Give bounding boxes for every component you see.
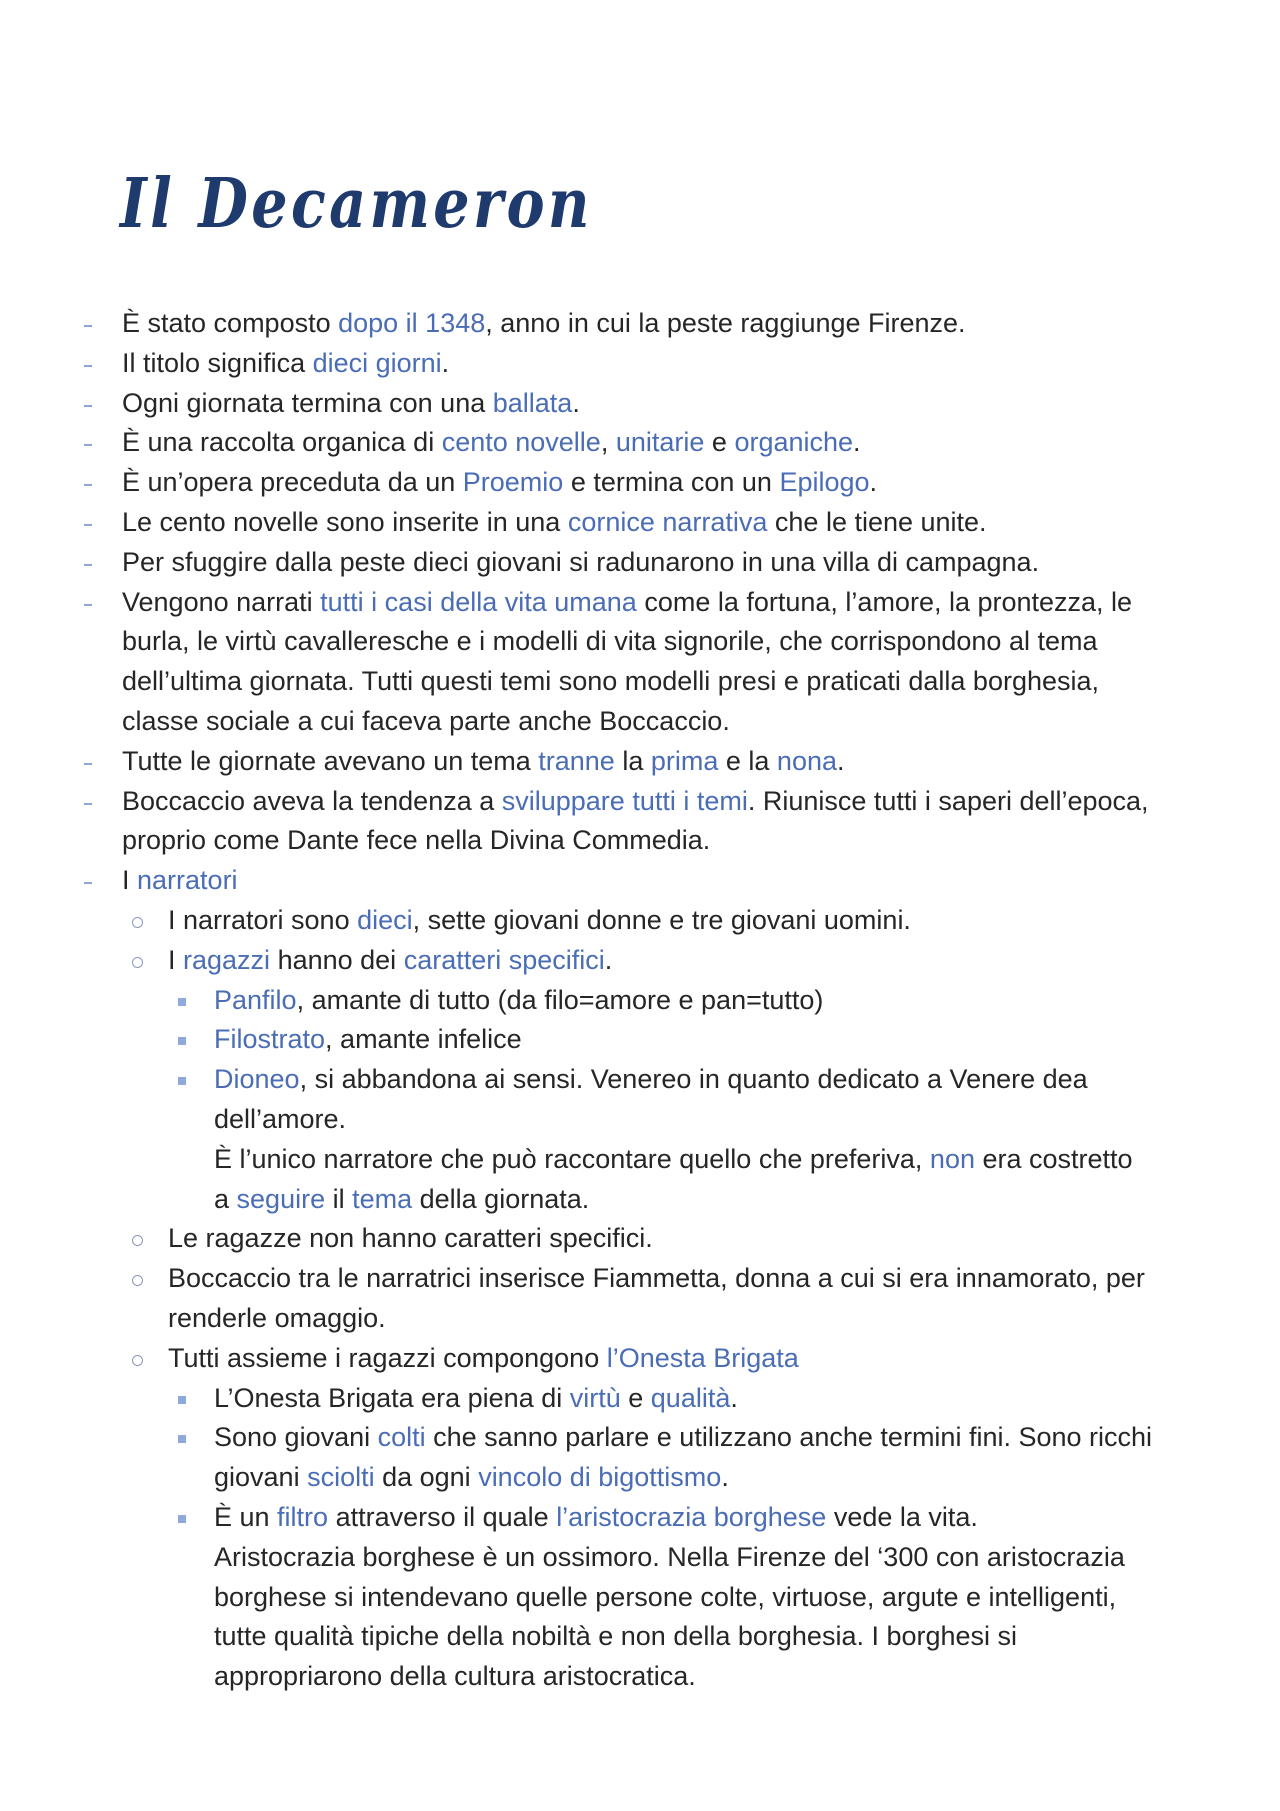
item-text: il	[325, 1183, 353, 1214]
item-text: Vengono narrati	[122, 586, 321, 617]
highlighted-term: ragazzi	[183, 944, 271, 975]
sub-sub-bullet-item	[0, 1379, 1280, 1419]
sub-sub-bullet-item	[0, 1498, 1280, 1697]
item-text: che sanno parlare e utilizzano anche termini fini. Sono ricchi	[425, 1422, 1153, 1453]
item-text: e la	[718, 745, 777, 776]
bullet-item	[0, 583, 1280, 742]
item-text: , amante infelice	[325, 1024, 522, 1055]
highlighted-term: Dioneo	[214, 1064, 300, 1095]
item-paragraph	[214, 1498, 1280, 1697]
sub-bullet-item	[0, 1259, 1280, 1339]
bullet-item	[0, 423, 1280, 463]
highlighted-term: Proemio	[462, 467, 564, 498]
item-paragraph	[168, 901, 1280, 941]
item-text: I narratori sono	[168, 904, 358, 935]
bullet-item	[0, 503, 1280, 543]
item-text: attraverso il quale	[328, 1501, 557, 1532]
highlighted-term: vincolo di bigottismo	[478, 1462, 722, 1493]
item-text: Per sfuggire dalla peste dieci giovani si radunarono in una villa di campagna.	[122, 546, 1040, 577]
item-text: .	[604, 944, 613, 975]
item-paragraph	[168, 1219, 1280, 1259]
item-text: hanno dei	[270, 944, 404, 975]
item-text: I	[122, 865, 138, 896]
item-text: a	[214, 1183, 237, 1214]
bullet-item	[0, 543, 1280, 583]
sub-sub-bullet-item	[0, 1418, 1280, 1498]
circle-bullet-icon	[132, 957, 143, 968]
item-text: .	[730, 1382, 738, 1413]
item-text: e	[704, 427, 735, 458]
highlighted-term: sciolti	[307, 1462, 375, 1493]
bullet-item	[0, 384, 1280, 424]
dash-bullet-icon	[84, 524, 92, 526]
dash-bullet-icon	[84, 484, 92, 486]
item-text: , anno in cui la peste raggiunge Firenze.	[485, 308, 966, 338]
item-paragraph	[122, 463, 1280, 503]
item-text: burla, le virtù cavalleresche e i modelli di vita signorile, che corrispondono al tema	[122, 626, 1098, 657]
item-text: tutte qualità tipiche della nobiltà e non della borghesia. I borghesi si	[214, 1621, 1018, 1652]
item-text: Tutti assieme i ragazzi compongono	[168, 1342, 607, 1373]
highlighted-term: filtro	[277, 1501, 329, 1532]
brigata-sublist	[0, 1379, 1280, 1697]
highlighted-term: l’Onesta Brigata	[606, 1342, 799, 1373]
highlighted-term: narratori	[137, 865, 238, 896]
highlighted-term: Epilogo	[779, 467, 870, 498]
item-text: vede la vita.	[826, 1501, 978, 1532]
item-text: , amante di tutto (da filo=amore e pan=tutto)	[296, 984, 824, 1015]
item-paragraph	[214, 1060, 1280, 1219]
square-bullet-icon	[178, 1077, 186, 1085]
highlighted-term: tema	[352, 1183, 413, 1214]
item-text: .	[853, 427, 861, 458]
square-bullet-icon	[178, 1037, 186, 1045]
item-text: Boccaccio tra le narratrici inserisce Fiammetta, donna a cui si era innamorato, per	[168, 1263, 1145, 1294]
item-paragraph	[122, 583, 1280, 742]
item-paragraph	[122, 742, 1280, 782]
bullet-item	[0, 861, 1280, 901]
circle-bullet-icon	[132, 1235, 143, 1246]
item-text: Aristocrazia borghese è un ossimoro. Nella Firenze del ‘300 con aristocrazia	[214, 1541, 1125, 1572]
item-paragraph	[168, 1339, 1280, 1379]
item-text: Sono giovani	[214, 1422, 378, 1453]
item-text: e termina con un	[563, 467, 780, 498]
item-text: È l’unico narratore che può raccontare quello che preferiva,	[214, 1143, 930, 1174]
square-bullet-icon	[178, 1435, 186, 1443]
bullet-item	[0, 304, 1280, 344]
sub-sub-bullet-item	[0, 1020, 1280, 1060]
item-text: L’Onesta Brigata era piena di	[214, 1382, 570, 1413]
dash-bullet-icon	[84, 564, 92, 566]
highlighted-term: tutti i casi della vita umana	[320, 586, 637, 617]
item-text: renderle omaggio.	[168, 1302, 386, 1333]
item-paragraph	[122, 384, 1280, 424]
page-title: Il Decameron	[120, 164, 593, 244]
item-text: borghese si intendevano quelle persone colte, virtuose, argute e intelligenti,	[214, 1581, 1117, 1612]
item-paragraph	[214, 981, 1280, 1021]
item-paragraph	[168, 1259, 1280, 1339]
highlighted-term: nona	[776, 745, 837, 776]
item-text: giovani	[214, 1462, 308, 1493]
item-text: .	[837, 745, 845, 776]
main-list	[0, 304, 1280, 1697]
item-text: Boccaccio aveva la tendenza a	[122, 785, 502, 816]
item-text: . Riunisce tutti i saperi dell’epoca,	[747, 785, 1149, 816]
square-bullet-icon	[178, 998, 186, 1006]
bullet-item	[0, 463, 1280, 503]
item-text: e	[620, 1382, 651, 1413]
item-text: come la fortuna, l’amore, la prontezza, le	[636, 586, 1133, 617]
item-text: È un	[214, 1501, 278, 1532]
bullet-item	[0, 782, 1280, 862]
item-text: I	[168, 944, 184, 975]
item-text: la	[614, 745, 651, 776]
highlighted-term: l’aristocrazia borghese	[556, 1501, 827, 1532]
sub-bullet-item	[0, 901, 1280, 941]
highlighted-term: sviluppare tutti i temi	[501, 785, 748, 816]
highlighted-term: colti	[377, 1422, 426, 1453]
item-paragraph	[122, 423, 1280, 463]
item-paragraph	[122, 503, 1280, 543]
item-text: era costretto	[974, 1143, 1133, 1174]
item-text: Le cento novelle sono inserite in una	[122, 506, 568, 537]
dash-bullet-icon	[84, 405, 92, 407]
item-paragraph	[122, 344, 1280, 384]
circle-bullet-icon	[132, 1355, 143, 1366]
bullet-item	[0, 344, 1280, 384]
dash-bullet-icon	[84, 444, 92, 446]
highlighted-term: dieci giorni	[312, 347, 442, 378]
item-text: Tutte le giornate avevano un tema	[122, 745, 539, 776]
item-text: appropriarono della cultura aristocratica.	[214, 1661, 696, 1692]
item-text: .	[869, 467, 878, 498]
highlighted-term: organiche	[734, 427, 854, 458]
item-text: dell’amore.	[214, 1103, 347, 1134]
sub-sub-bullet-item	[0, 1060, 1280, 1219]
bullet-item	[0, 742, 1280, 782]
item-text: Ogni giornata termina con una	[122, 387, 493, 418]
highlighted-term: cornice narrativa	[567, 506, 768, 537]
highlighted-term: Filostrato	[214, 1024, 326, 1055]
item-text: da ogni	[374, 1462, 479, 1493]
sub-bullet-item	[0, 1339, 1280, 1379]
item-text: classe sociale a cui faceva parte anche Boccaccio.	[122, 705, 730, 736]
item-text: È una raccolta organica di	[122, 427, 442, 458]
circle-bullet-icon	[132, 917, 143, 928]
highlighted-term: unitarie	[615, 427, 705, 458]
narrators-sublist	[0, 901, 1280, 1697]
item-paragraph	[168, 941, 1280, 981]
dash-bullet-icon	[84, 882, 92, 884]
characters-sublist	[0, 981, 1280, 1220]
item-paragraph	[214, 1020, 1280, 1060]
highlighted-term: tranne	[538, 745, 615, 776]
highlighted-term: non	[929, 1143, 975, 1174]
item-paragraph	[214, 1418, 1280, 1498]
item-text: , si abbandona ai sensi. Venereo in quanto dedicato a Venere dea	[299, 1064, 1088, 1095]
item-text: proprio come Dante fece nella Divina Commedia.	[122, 825, 711, 856]
highlighted-term: dopo il 1348	[338, 308, 486, 338]
item-text: dell’ultima giornata. Tutti questi temi sono modelli presi e praticati dalla borghesia,	[122, 666, 1100, 697]
sub-sub-bullet-item	[0, 981, 1280, 1021]
highlighted-term: cento novelle	[441, 427, 601, 458]
sub-bullet-item	[0, 1219, 1280, 1259]
item-paragraph	[214, 1379, 1280, 1419]
item-paragraph	[122, 782, 1280, 862]
highlighted-term: caratteri specifici	[403, 944, 605, 975]
item-text: ,	[600, 427, 616, 458]
highlighted-term: Panfilo	[214, 984, 297, 1015]
dash-bullet-icon	[84, 803, 92, 805]
square-bullet-icon	[178, 1515, 186, 1523]
highlighted-term: ballata	[492, 387, 573, 418]
highlighted-term: dieci	[357, 904, 413, 935]
item-text: È stato composto	[122, 308, 339, 338]
item-paragraph	[122, 543, 1280, 583]
item-text: che le tiene unite.	[767, 506, 987, 537]
item-text: È un’opera preceduta da un	[122, 467, 463, 498]
item-text: .	[721, 1462, 729, 1493]
item-text: Il titolo significa	[122, 347, 313, 378]
highlighted-term: virtù	[569, 1382, 621, 1413]
item-text: della giornata.	[412, 1183, 590, 1214]
dash-bullet-icon	[84, 325, 92, 327]
item-paragraph	[122, 861, 1280, 901]
item-text: .	[441, 347, 450, 378]
highlighted-term: prima	[650, 745, 719, 776]
item-text: Le ragazze non hanno caratteri specifici.	[168, 1223, 653, 1254]
highlighted-term: qualità	[650, 1382, 731, 1413]
dash-bullet-icon	[84, 365, 92, 367]
item-text: .	[572, 387, 580, 418]
highlighted-term: seguire	[236, 1183, 326, 1214]
dash-bullet-icon	[84, 763, 92, 765]
item-paragraph	[122, 304, 1280, 344]
dash-bullet-icon	[84, 604, 92, 606]
item-text: , sette giovani donne e tre giovani uomini.	[412, 904, 911, 935]
circle-bullet-icon	[132, 1275, 143, 1286]
sub-bullet-item	[0, 941, 1280, 981]
square-bullet-icon	[178, 1396, 186, 1404]
